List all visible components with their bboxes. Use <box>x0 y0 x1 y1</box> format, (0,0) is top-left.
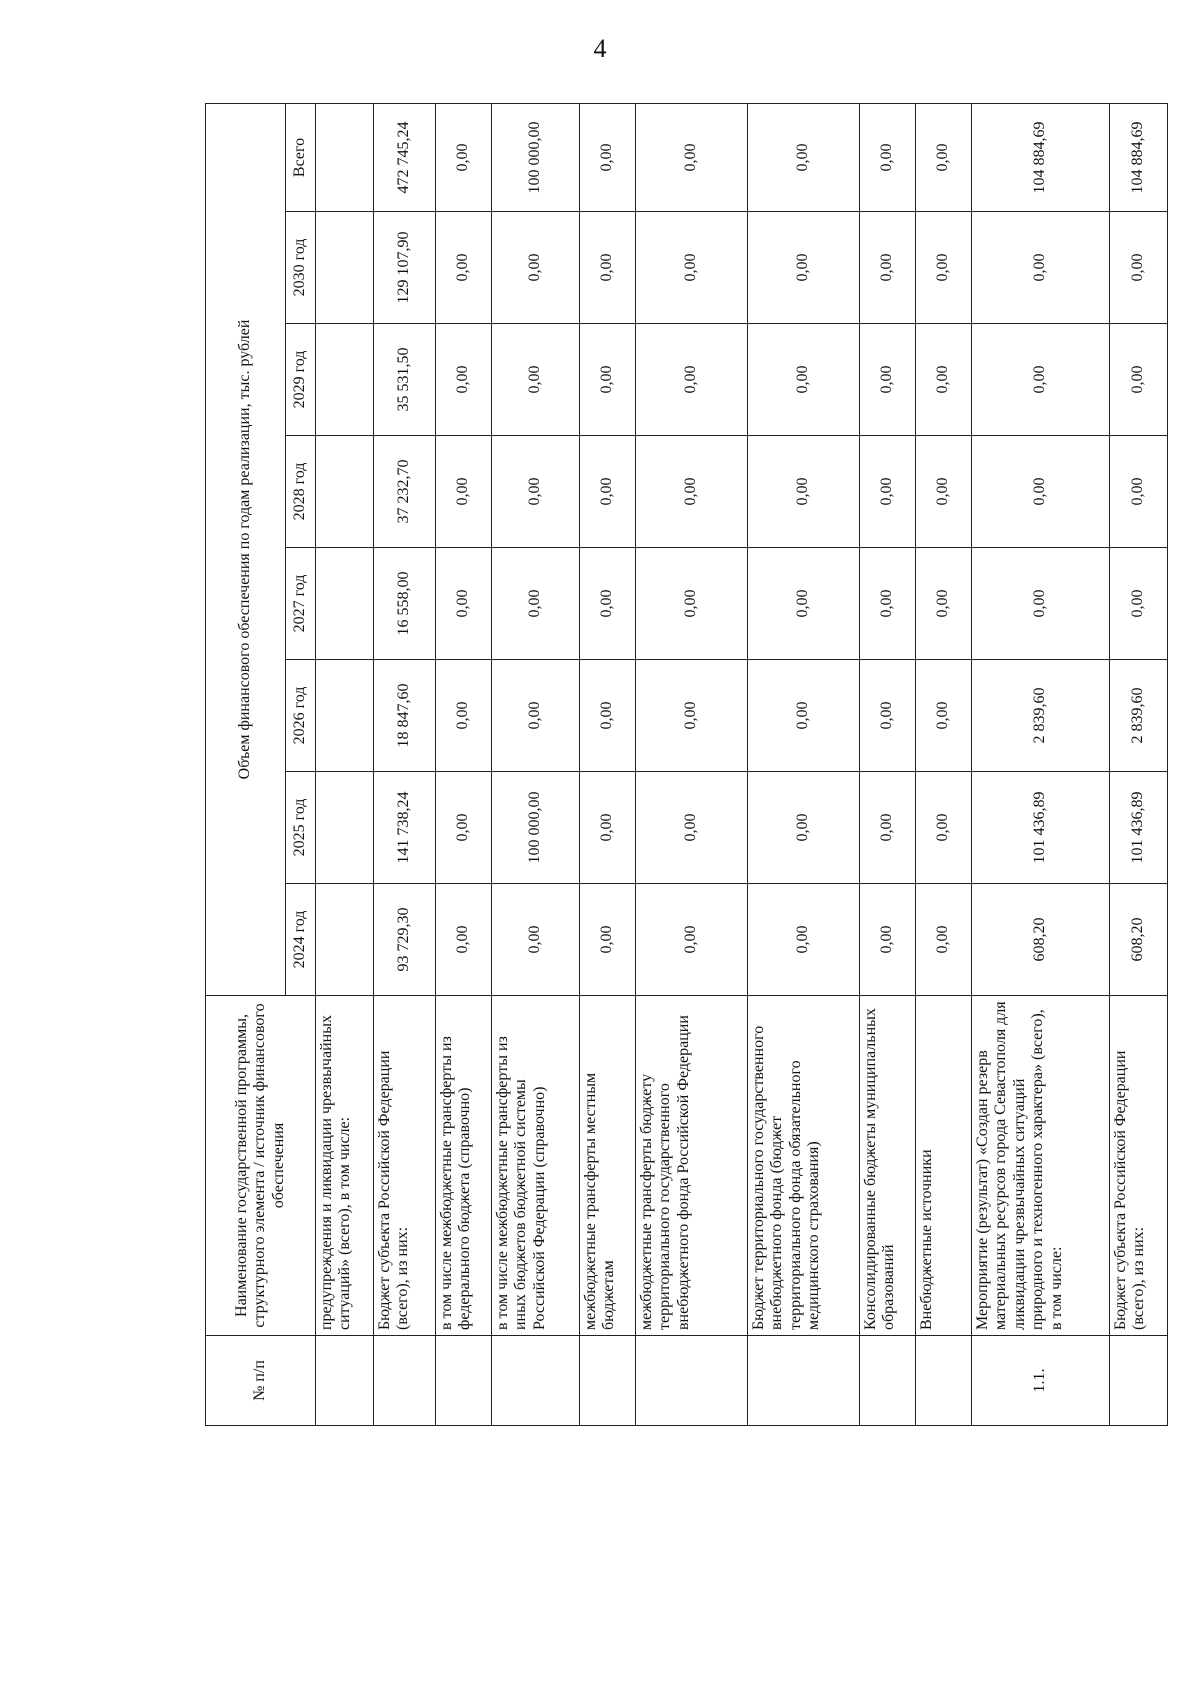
value-cell <box>316 884 374 996</box>
value-cell: 0,00 <box>916 212 972 324</box>
row-number-cell <box>316 1336 374 1426</box>
value-cell: 0,00 <box>436 548 492 660</box>
table-row <box>860 103 916 1425</box>
value-cell <box>316 548 374 660</box>
value-cell: 100 000,00 <box>492 103 580 211</box>
value-cell: 129 107,90 <box>374 212 436 324</box>
value-cell: 0,00 <box>636 324 748 436</box>
header-year-2028: 2028 год <box>286 436 316 548</box>
table-row <box>492 103 580 1425</box>
value-cell: 0,00 <box>916 436 972 548</box>
value-cell: 0,00 <box>972 212 1110 324</box>
row-name-cell: в том числе межбюджетные трансферты из федерального бюджета (справочно) <box>436 996 492 1336</box>
value-cell: 0,00 <box>436 436 492 548</box>
row-name-cell: Бюджет субъекта Российской Федерации (всего), из них: <box>1110 996 1168 1336</box>
value-cell: 472 745,24 <box>374 103 436 211</box>
header-year-2027: 2027 год <box>286 548 316 660</box>
value-cell: 0,00 <box>492 548 580 660</box>
row-number-cell <box>436 1336 492 1426</box>
value-cell: 104 884,69 <box>1110 103 1168 211</box>
value-cell: 2 839,60 <box>972 660 1110 772</box>
value-cell: 0,00 <box>1110 324 1168 436</box>
table-row <box>748 103 860 1425</box>
table-row <box>580 103 636 1425</box>
value-cell: 2 839,60 <box>1110 660 1168 772</box>
header-total: Всего <box>286 103 316 211</box>
table-row <box>436 103 492 1425</box>
value-cell: 0,00 <box>748 548 860 660</box>
value-cell: 0,00 <box>636 884 748 996</box>
value-cell: 101 436,89 <box>972 772 1110 884</box>
value-cell: 93 729,30 <box>374 884 436 996</box>
row-number-cell <box>492 1336 580 1426</box>
value-cell: 0,00 <box>436 324 492 436</box>
row-name-cell: Бюджет территориального государственного внебюджетного фонда (бюджет территориального фонда обязательного медицинского страхования) <box>748 996 860 1336</box>
value-cell: 104 884,69 <box>972 103 1110 211</box>
value-cell: 0,00 <box>748 212 860 324</box>
value-cell: 0,00 <box>436 103 492 211</box>
row-number-cell <box>374 1336 436 1426</box>
header-number: № п/п <box>206 1336 316 1426</box>
value-cell: 0,00 <box>972 436 1110 548</box>
value-cell: 0,00 <box>436 884 492 996</box>
value-cell <box>316 212 374 324</box>
financing-table <box>205 103 1168 1426</box>
value-cell: 0,00 <box>636 212 748 324</box>
value-cell: 0,00 <box>860 660 916 772</box>
value-cell: 0,00 <box>492 324 580 436</box>
table-row <box>636 103 748 1425</box>
value-cell: 0,00 <box>860 772 916 884</box>
value-cell: 608,20 <box>972 884 1110 996</box>
value-cell: 0,00 <box>748 324 860 436</box>
value-cell: 0,00 <box>860 103 916 211</box>
value-cell <box>316 660 374 772</box>
value-cell: 0,00 <box>1110 436 1168 548</box>
value-cell: 0,00 <box>748 884 860 996</box>
value-cell: 608,20 <box>1110 884 1168 996</box>
value-cell: 0,00 <box>916 548 972 660</box>
value-cell <box>316 772 374 884</box>
header-group: Объем финансового обеспечения по годам реализации, тыс. рублей <box>206 103 286 995</box>
value-cell: 0,00 <box>972 324 1110 436</box>
table-row <box>972 103 1110 1425</box>
table-row <box>374 103 436 1425</box>
row-number-cell <box>636 1336 748 1426</box>
row-number-cell <box>860 1336 916 1426</box>
value-cell: 0,00 <box>748 660 860 772</box>
value-cell: 16 558,00 <box>374 548 436 660</box>
table-body <box>316 103 1168 1425</box>
value-cell: 0,00 <box>1110 548 1168 660</box>
table-row <box>316 103 374 1425</box>
row-name-cell: межбюджетные трансферты местным бюджетам <box>580 996 636 1336</box>
value-cell: 0,00 <box>636 103 748 211</box>
header-year-2024: 2024 год <box>286 884 316 996</box>
value-cell: 0,00 <box>636 660 748 772</box>
row-number-cell <box>916 1336 972 1426</box>
header-year-2026: 2026 год <box>286 660 316 772</box>
value-cell: 35 531,50 <box>374 324 436 436</box>
row-name-cell: предупреждения и ликвидации чрезвычайных ситуаций» (всего), в том числе: <box>316 996 374 1336</box>
row-number-cell <box>1110 1336 1168 1426</box>
header-year-2030: 2030 год <box>286 212 316 324</box>
value-cell: 0,00 <box>860 548 916 660</box>
value-cell: 0,00 <box>492 436 580 548</box>
value-cell: 0,00 <box>972 548 1110 660</box>
value-cell: 0,00 <box>636 436 748 548</box>
value-cell: 0,00 <box>580 324 636 436</box>
value-cell: 0,00 <box>860 324 916 436</box>
value-cell: 0,00 <box>860 436 916 548</box>
row-number-cell <box>580 1336 636 1426</box>
value-cell: 0,00 <box>492 212 580 324</box>
value-cell: 0,00 <box>636 548 748 660</box>
rotated-table-container <box>205 104 1148 1426</box>
row-number-cell <box>748 1336 860 1426</box>
value-cell: 0,00 <box>860 884 916 996</box>
value-cell: 0,00 <box>580 884 636 996</box>
page-number: 4 <box>593 34 607 63</box>
value-cell <box>316 324 374 436</box>
row-name-cell: Внебюджетные источники <box>916 996 972 1336</box>
value-cell: 0,00 <box>748 772 860 884</box>
value-cell: 0,00 <box>580 772 636 884</box>
value-cell: 0,00 <box>860 212 916 324</box>
value-cell: 0,00 <box>580 103 636 211</box>
row-name-cell: Мероприятие (результат) «Создан резерв материальных ресурсов города Севастополя для ликвидации чрезвычайных ситуаций природного и техногенного характера» (всего), в том числе: <box>972 996 1110 1336</box>
row-name-cell: Бюджет субъекта Российской Федерации (всего), из них: <box>374 996 436 1336</box>
row-name-cell: Консолидированные бюджеты муниципальных образований <box>860 996 916 1336</box>
value-cell: 0,00 <box>1110 212 1168 324</box>
value-cell: 141 738,24 <box>374 772 436 884</box>
value-cell: 0,00 <box>580 436 636 548</box>
row-name-cell: межбюджетные трансферты бюджету территориального государственного внебюджетного фонда Российской Федерации <box>636 996 748 1336</box>
value-cell: 0,00 <box>436 772 492 884</box>
value-cell: 0,00 <box>916 884 972 996</box>
value-cell: 0,00 <box>916 772 972 884</box>
table-frame <box>205 104 1148 1426</box>
value-cell: 0,00 <box>636 772 748 884</box>
value-cell: 0,00 <box>748 103 860 211</box>
value-cell: 0,00 <box>492 660 580 772</box>
value-cell: 0,00 <box>492 884 580 996</box>
value-cell: 0,00 <box>436 660 492 772</box>
value-cell: 0,00 <box>436 212 492 324</box>
value-cell: 0,00 <box>580 660 636 772</box>
value-cell: 0,00 <box>580 212 636 324</box>
table-row <box>916 103 972 1425</box>
value-cell: 101 436,89 <box>1110 772 1168 884</box>
value-cell: 37 232,70 <box>374 436 436 548</box>
row-number-cell: 1.1. <box>972 1336 1110 1426</box>
value-cell <box>316 103 374 211</box>
header-name: Наименование государственной программы, структурного элемента / источник финансового обеспечения <box>206 996 316 1336</box>
value-cell: 0,00 <box>916 103 972 211</box>
table-row <box>1110 103 1168 1425</box>
row-name-cell: в том числе межбюджетные трансферты из иных бюджетов бюджетной системы Российской Федерации (справочно) <box>492 996 580 1336</box>
value-cell: 0,00 <box>748 436 860 548</box>
header-year-2025: 2025 год <box>286 772 316 884</box>
header-row-1 <box>206 103 286 1425</box>
value-cell: 100 000,00 <box>492 772 580 884</box>
value-cell: 0,00 <box>916 324 972 436</box>
header-year-2029: 2029 год <box>286 324 316 436</box>
value-cell <box>316 436 374 548</box>
value-cell: 18 847,60 <box>374 660 436 772</box>
value-cell: 0,00 <box>916 660 972 772</box>
value-cell: 0,00 <box>580 548 636 660</box>
